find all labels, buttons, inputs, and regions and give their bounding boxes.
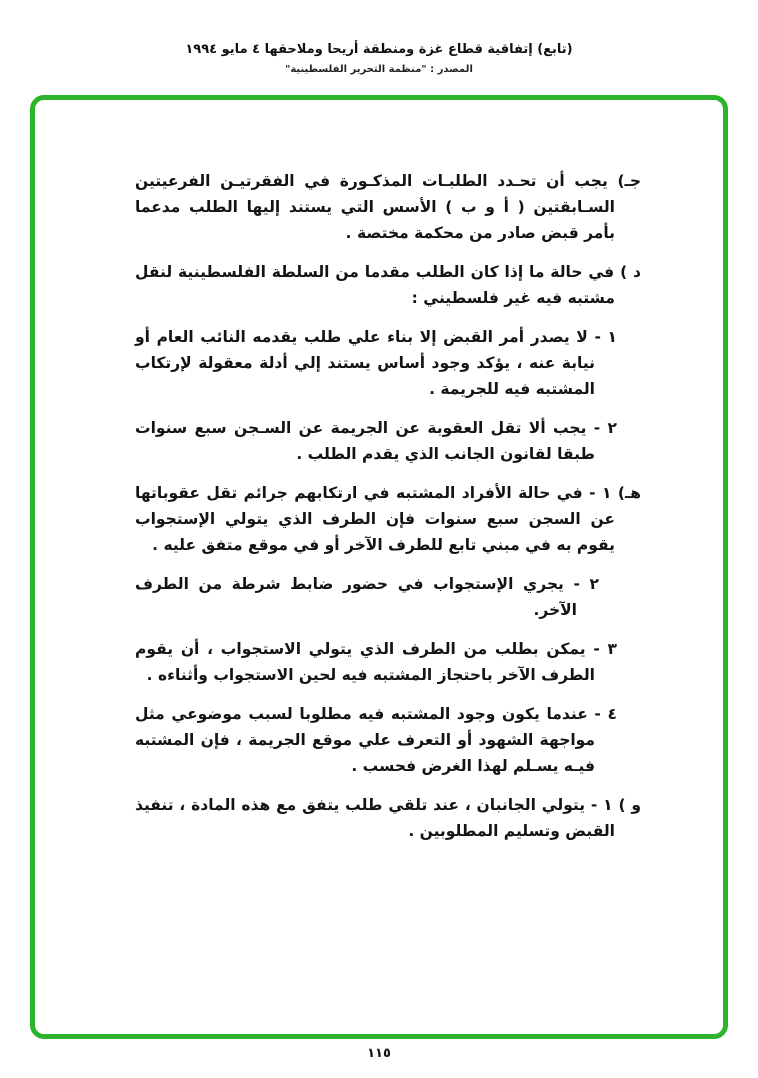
document-header-title: (تابع) إتفاقية قطاع غزة ومنطقة أريحا وملاحقها ٤ مايو ١٩٩٤ [185, 42, 573, 57]
paragraph-h-3: ٣ - يمكن بطلب من الطرف الذي يتولي الاستجواب ، أن يقوم الطرف الآخر باحتجاز المشتبه فيه لحين الاستجواب وأثناءه . [135, 640, 617, 684]
paragraph-item-c: جـ) يجب أن تحـدد الطلبـات المذكـورة في الفقرتيـن الفرعيتين السـابقتين ( أ و ب ) الأسس التي يستند إليها الطلب مدعما بأمر قبض صادر من محكمة مختصة . [135, 172, 641, 242]
content-frame [30, 95, 728, 1039]
paragraph-h-2: ٢ - يجري الإستجواب في حضور ضابط شرطة من الطرف الآخر. [135, 575, 599, 619]
paragraph-item-d: د ) في حالة ما إذا كان الطلب مقدما من السلطة الفلسطينية لنقل مشتبه فيه غير فلسطيني : [135, 263, 641, 307]
page-number: ١١٥ [367, 1046, 391, 1061]
page-header [0, 42, 758, 75]
document-body [35, 100, 723, 1034]
paragraph-h-1: هـ) ١ - في حالة الأفراد المشتبه في ارتكابهم جرائم تقل عقوباتها عن السجن سبع سنوات فإن الطرف الذي يتولي الإستجواب يقوم به في مبني تابع للطرف الآخر أو في موقع متفق عليه . [135, 484, 641, 554]
paragraph-d-1: ١ - لا يصدر أمر القبض إلا بناء علي طلب يقدمه النائب العام أو نيابة عنه ، يؤكد وجود أساس يستند إلي أدلة معقولة لإرتكاب المشتبه فيه للجريمة . [135, 328, 617, 398]
document-source: المصدر : "منظمة التحرير الفلسطينية" [285, 64, 473, 75]
paragraph-item-w: و ) ١ - يتولي الجانبان ، عند تلقي طلب يتفق مع هذه المادة ، تنفيذ القبض وتسليم المطلوبين . [135, 796, 642, 840]
paragraph-d-2: ٢ - يجب ألا تقل العقوبة عن الجريمة عن السـجن سبع سنوات طبقا لقانون الجانب الذي يقدم الطلب . [135, 419, 617, 463]
paragraph-h-4: ٤ - عندما يكون وجود المشتبه فيه مطلوبا لسبب موضوعي مثل مواجهة الشهود أو التعرف علي موقع الجريمة ، فإن المشتبه فيـه يسـلم لهذا الغرض فحسب . [135, 705, 617, 775]
